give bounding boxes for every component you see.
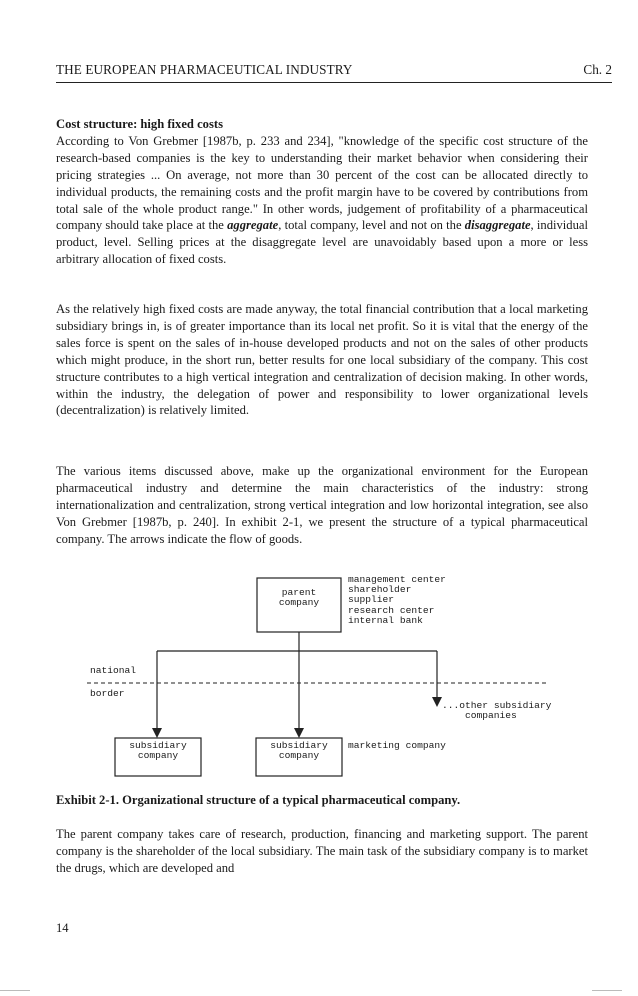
other-subsidiary-line1: ...other subsidiary: [442, 700, 552, 711]
national-label: national: [90, 665, 137, 676]
role-supplier: supplier: [348, 594, 395, 606]
emphasis-aggregate: aggregate: [227, 218, 279, 233]
paragraph-4: The parent company takes care of research, production, financing and marketing support. The parent company is the shareholder of the local subsidiary. The main task of the subsidiary company is to market the drugs, which are developed and: [56, 827, 588, 875]
parent-company-label: parent company: [278, 587, 320, 609]
para1-part-c: , individual product, level. Selling prices at the disaggregate level are unavoidably based upon a more or less arbitrary allocation of fixed costs.: [56, 218, 588, 267]
paragraph-2: As the relatively high fixed costs are made anyway, the total financial contribution that a local marketing subsidiary brings in, is of greater importance than its local net profit. So it is vital that the energy of the sales force is spent on the sales of in-house developed products and not on the sales of other products which might produce, in the short run, better results for one local subsidiary of the company. This cost structure contributes to a high vertical integration and centralization of decision making. In other words, within the industry, the delegation of power and responsibility to lower organizational levels (decentralization) is relatively limited.: [56, 302, 588, 418]
arrow-to-subsidiary-2: [294, 728, 304, 738]
para1-part-b: , total company, level and not on the: [278, 218, 465, 233]
subsidiary-1-label: subsidiary company: [129, 740, 187, 762]
role-research-center: research center: [348, 604, 435, 616]
section-heading: Cost structure: high fixed costs: [56, 117, 223, 131]
para1-part-a: According to Von Grebmer [1987b, p. 233 and 234], "knowledge of the specific cost structure of the research-based companies is the key to understanding their market behavior when considering their pricing strategies ... On average, not more than 30 percent of the cost can be allocated directly to individual products, the remaining costs and the profit margin have to be covered by contributions from total sale of the whole product range." In other words, judgement of profitability of a pharmaceutical company should take place at the: [56, 133, 588, 233]
page-number: 14: [56, 921, 69, 935]
border-label: border: [90, 688, 125, 699]
scan-edge-mark: [592, 990, 622, 991]
emphasis-disaggregate: disaggregate: [464, 218, 531, 233]
marketing-company-label: marketing company: [348, 740, 446, 751]
exhibit-caption: Exhibit 2-1. Organizational structure of a typical pharmaceutical company.: [56, 793, 461, 807]
arrow-to-subsidiary-1: [152, 728, 162, 738]
role-internal-bank: internal bank: [348, 614, 423, 626]
chapter-label: Ch. 2: [583, 62, 612, 77]
other-subsidiary-line2: companies: [465, 710, 517, 721]
paragraph-3: The various items discussed above, make up the organizational environment for the European pharmaceutical industry and determine the main characteristics of the industry: strong internationalization and centralization, strong vertical integration and low horizontal integration, see also Von Grebmer [1987b, p. 240]. In exhibit 2-1, we present the structure of a typical pharmaceutical company. The arrows indicate the flow of goods.: [56, 464, 588, 546]
arrow-to-other-subsidiaries: [432, 697, 442, 707]
subsidiary-2-label: subsidiary company: [270, 740, 328, 762]
role-shareholder: shareholder: [348, 584, 412, 596]
running-title: THE EUROPEAN PHARMACEUTICAL INDUSTRY: [56, 62, 353, 77]
parent-roles-list: [348, 575, 446, 626]
scan-edge-mark: [0, 990, 30, 991]
role-management-center: management center: [348, 574, 446, 585]
